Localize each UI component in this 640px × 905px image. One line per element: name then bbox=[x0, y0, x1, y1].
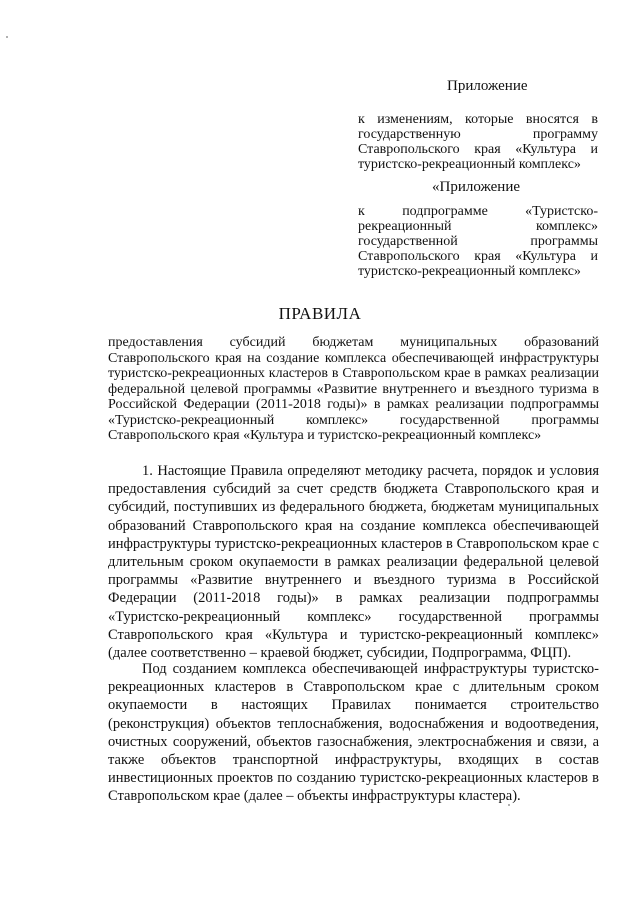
inner-appendix-title: «Приложение bbox=[432, 179, 521, 195]
body-paragraph-1: 1. Настоящие Правила определяют методику расчета, порядок и условия предоставления субсидий за счет средств бюджета Ставропольского края и субсидий, поступивших из федерального бюджета, бюджетам муниципальных образований Ставропольского края на создание комплекса обеспечивающей инфраструктуры туристско-рекреационных кластеров в Ставропольском крае с длительным сроком окупаемости в рамках реализации федеральной целевой программы «Развитие внутреннего и въездного туризма в Российской Федерации (2011-2018 годы)» в рамках реализации подпрограммы «Туристско-рекреационный комплекс» государственной программы Ставропольского края «Культура и туристско-рекреационный комплекс» (далее соответственно – краевой бюджет, субсидии, Подпрограмма, ФЦП). bbox=[108, 463, 599, 662]
appendix-text: к изменениям, которые вносятся в государственную программу Ставропольского края «Культура и туристско-рекреационный комплекс» bbox=[358, 112, 598, 172]
scan-speck bbox=[6, 36, 8, 38]
body-paragraph-2: Под созданием комплекса обеспечивающей инфраструктуры туристско-рекреационных кластеров в Ставропольском крае с длительным сроком окупаемости в настоящих Правилах понимается строительство (реконструкция) объектов теплоснабжения, водоснабжения и водоотведения, очистных сооружений, объектов газоснабжения, электроснабжения и связи, а также объектов транспортной инфраструктуры, входящих в состав инвестиционных проектов по созданию туристско-рекреационных кластеров в Ставропольском крае (далее – объекты инфраструктуры кластера). bbox=[108, 661, 599, 805]
rules-subtitle: предоставления субсидий бюджетам муниципальных образований Ставропольского края на создание комплекса обеспечивающей инфраструктуры туристско-рекреационных кластеров в Ставропольском крае в рамках реализации федеральной целевой программы «Развитие внутреннего и въездного туризма в Российской Федерации (2011-2018 годы)» в рамках реализации подпрограммы «Туристско-рекреационный комплекс» государственной программы Ставропольского края «Культура и туристско-рекреационный комплекс» bbox=[108, 335, 599, 443]
rules-heading: ПРАВИЛА bbox=[278, 304, 362, 323]
inner-appendix-text: к подпрограмме «Туристско-рекреационный комплекс» государственной программы Ставропольского края «Культура и туристско-рекреационный комплекс» bbox=[358, 204, 598, 279]
scan-speck bbox=[508, 804, 510, 806]
appendix-title: Приложение bbox=[447, 78, 528, 94]
